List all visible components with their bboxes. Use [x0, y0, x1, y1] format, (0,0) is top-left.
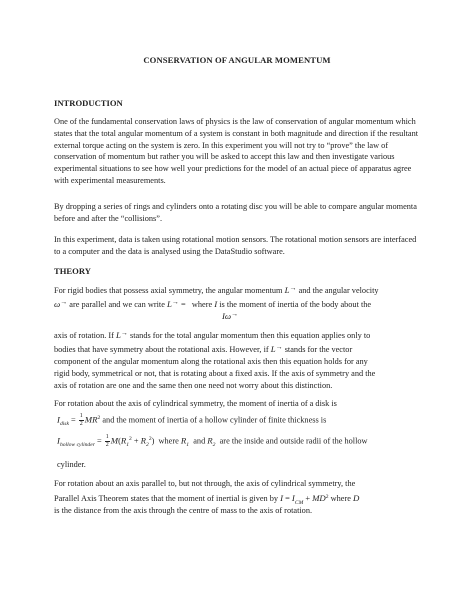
p1-text-l: axis of rotation are one and the same then one need not worry about this distinction. [54, 381, 333, 390]
pat-I-symbol: I [280, 493, 284, 503]
inner-radius-symbol: R [120, 435, 127, 446]
intro-paragraph-1: One of the fundamental conservation laws of physics is the law of conservation of angular momentum which states that the total angular momentum of a system is constant in both magnitude and direction if the resultant external torque acting on the system is zero. In this experiment you will not try to “prove” the law of conservation of momentum but rather you will be asked to accept this law and then investigate various experimental situations to see how well your predictions for the model of an actual piece of apparatus agree with experimental measurements. [54, 117, 419, 185]
plus-sign: + [133, 436, 139, 446]
component-L-symbol: L [270, 344, 276, 354]
distance-D-symbol: D [353, 493, 360, 503]
disk-equals: = [71, 415, 76, 425]
intro-paragraph-3: In this experiment, data is taken using rotational motion sensors. The rotational motion sensors are interfaced to a computer and the data is analysed using the DataStudio software. [54, 235, 417, 256]
p2-text-f: cylinder. [57, 460, 86, 469]
angular-velocity-symbol: ω [54, 299, 61, 309]
p1-text-d: where [191, 300, 213, 309]
p1-text-h: bodies that have symmetry about the rotational axis. However, if [54, 345, 269, 354]
p1-text-a: For rigid bodies that possess axial symmetry, the angular momentum [54, 286, 283, 295]
mass-symbol: M [84, 414, 93, 425]
i-omega-symbol: Iω [222, 311, 232, 321]
vector-arrow-icon: → [171, 298, 179, 306]
vector-arrow-icon: → [275, 343, 283, 351]
p1-text-b: and the angular velocity [298, 286, 379, 295]
outer-radius-symbol: R [140, 435, 147, 446]
p2-text-e: are the inside and outside radii of the hollow [219, 436, 368, 446]
p1-text-g: stands for the total angular momentum then this equation applies only to [129, 331, 371, 340]
cm-subscript: CM [294, 500, 304, 506]
disk-subscript: disk [59, 421, 69, 428]
vector-arrow-icon: → [289, 284, 297, 292]
p1-text-c: are parallel and we can write [69, 300, 165, 309]
half-fraction: $\frac{1}{2}$ [79, 413, 83, 427]
pat-D-symbol: D [319, 493, 326, 503]
pat-M-symbol: M [312, 493, 320, 503]
vector-arrow-icon: → [231, 310, 239, 318]
p1-text-k: rigid body, symmetrical or not, that is rotating about a fixed axis. If the axis of symmetry and the [54, 369, 376, 378]
hollow-equals: = [96, 436, 102, 446]
hollow-subscript: hollow cylinder [59, 442, 95, 449]
p3-text-d: is the distance from the axis through the centre of mass to the axis of rotation. [54, 506, 313, 515]
p2-text-c: where [158, 436, 179, 446]
where-R1-symbol: R [180, 435, 187, 446]
hollow-mass-symbol: M [110, 435, 119, 446]
and-R2-symbol: R [207, 435, 213, 446]
equals-sign: = [180, 300, 186, 309]
vector-arrow-icon: → [60, 298, 68, 306]
document-page: CONSERVATION OF ANGULAR MOMENTUM INTRODUCTION One of the fundamental conservation laws of physics is the law of conservation of angular momentum which states that the total angular momentum of a system is constant in both magnitude and direction if the resultant external torque acting on the system is zero. In this experiment you will not try to “prove” the law of conservation of momentum but rather you will be asked to accept this law and then investigate various experimental situations to see how well your predictions for the model of an actual piece of apparatus agree with experimental measurements. By dropping a series of rings and cylinders onto a rotating disc you will be able to compare angular momenta before and after the “collisions”. In this experiment, data is taken using rotational motion sensors. The rotational motion sensors are interfaced to a computer and the data is analysed using the DataStudio software. THEORY For rigid bodies that possess axial symmetry, the angular momentum L→ and the angular velocity ω→ are parallel and we can write L→ = where I is the moment of inertia of the body about the Iω→ axis of rotation. If L→ stands for the total angular momentum then this equation applies only to bodies that have symmetry about the rotational axis. However, if L→ stands for the vector component of the angular momentum along the rotational axis then this equation holds for any rigid body, symmetrical or not, that is rotating about a fixed axis. If the axis of symmetry and the axis of rotation are one and the same then one need not worry about this distinction. For rotation about the axis of cylindrical symmetry, the moment of inertia of a disk is $I_{disk}$ = $\frac{1}{2}$ $MR^2$ and the moment of inertia of a hollow cylinder of finite thickness is $I_{hollow cylinder}$ = $\frac{1}{2}$ $M(R_1^2 + R_2^2)$ where $R_1$ and $R_2$ are the inside and outside radii of the hollow cylinder. For rotation about an axis parallel to, but not through, the axis of cylindrical symmetry, the Parallel Axis Theorem states that the moment of inertial is given by $I = I_{CM} + MD^2$ where D is the distance from the axis through the centre of mass to the axis of rotation. [0, 0, 474, 613]
p2-text-a: For rotation about the axis of cylindrical symmetry, the moment of inertia of a disk is [54, 399, 337, 408]
disk-inertia-symbol: I [57, 414, 60, 425]
p1-text-i: stands for the vector [284, 345, 353, 354]
hollow-half-fraction: $\frac{1}{2}$ [105, 434, 109, 448]
intro-paragraph-2: By dropping a series of rings and cylinders onto a rotating disc you will be able to compare angular momenta before and after the “collisions”. [54, 202, 417, 223]
equation-L-symbol: L [166, 299, 172, 309]
pat-equals: = [285, 494, 290, 503]
vector-arrow-icon: → [120, 329, 128, 337]
page-title: CONSERVATION OF ANGULAR MOMENTUM [143, 55, 331, 65]
total-L-symbol: L [115, 330, 121, 340]
p3-text-b: Parallel Axis Theorem states that the moment of inertial is given by [54, 494, 279, 503]
p1-text-f: axis of rotation. If [54, 331, 114, 340]
radius-symbol: R [92, 414, 98, 425]
p2-text-b: and the moment of inertia of a hollow cylinder of finite thickness is [102, 415, 327, 425]
angular-momentum-symbol: L [284, 285, 290, 295]
p1-text-j: component of the angular momentum along the rotational axis then this equation holds for any [54, 357, 368, 366]
inertia-symbol: I [214, 299, 218, 309]
p1-text-e: is the moment of inertia of the body about the [219, 300, 372, 309]
squared-exponent: 2 [97, 415, 101, 422]
p2-text-d: and [193, 436, 206, 446]
pat-plus: + [305, 494, 310, 503]
pat-Icm-symbol: I [291, 493, 295, 503]
hollow-inertia-symbol: I [57, 435, 60, 446]
introduction-heading: INTRODUCTION [54, 98, 123, 108]
p3-text-a: For rotation about an axis parallel to, but not through, the axis of cylindrical symmetry, the [54, 479, 356, 488]
theory-heading: THEORY [54, 266, 91, 276]
p3-text-c: where [330, 494, 351, 503]
